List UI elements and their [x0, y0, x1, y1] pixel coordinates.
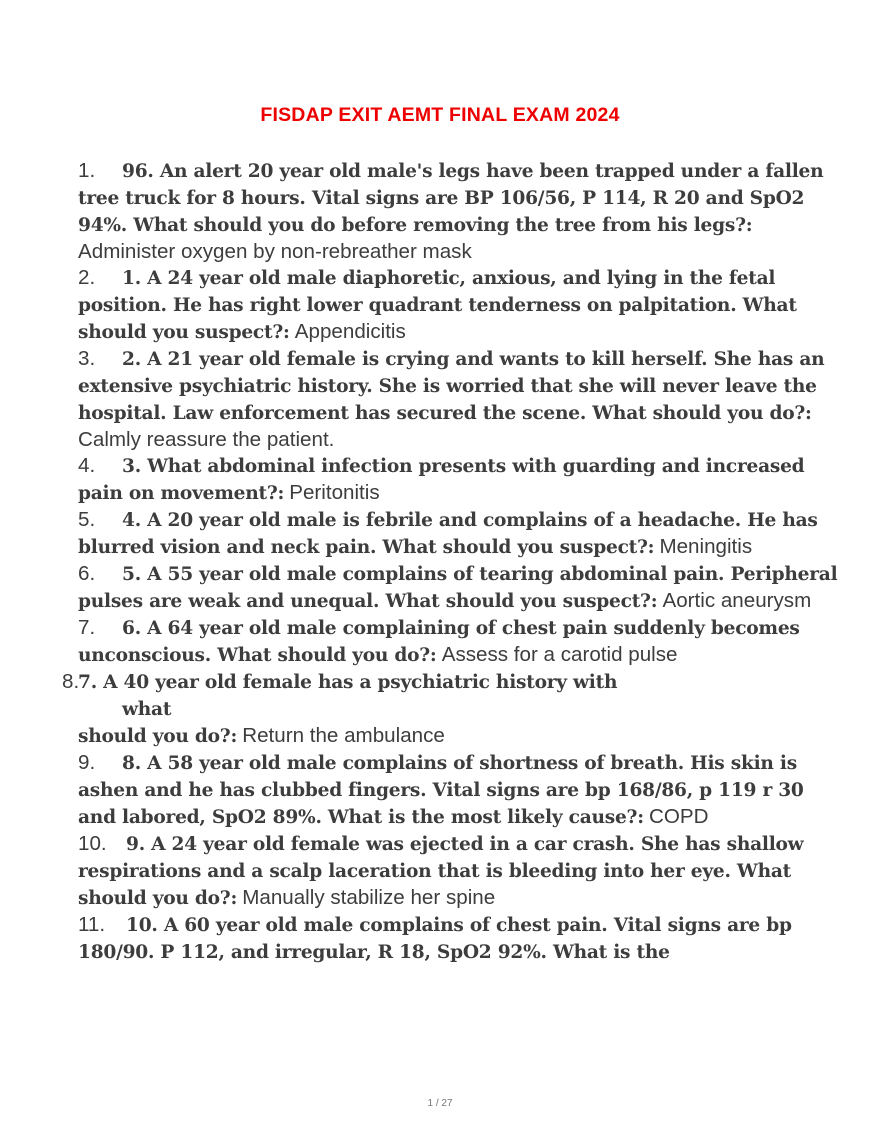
- answer-text: Appendicitis: [294, 320, 406, 343]
- list-item: [78, 831, 838, 912]
- question-text: 1. A 24 year old male diaphoretic, anxious, and lying in the fetal position. He has right lower quadrant tenderness on palpitation. What should you suspect?:: [78, 268, 797, 343]
- question-text: 7. A 40 year old female has a psychiatric history with: [78, 672, 618, 693]
- list-item: [78, 912, 838, 966]
- question-text: 3. What abdominal infection presents with guarding and increased pain on movement?:: [78, 456, 805, 504]
- item-number: 7.: [78, 616, 96, 639]
- item-number: 1.: [78, 159, 96, 182]
- list-item: [78, 158, 838, 265]
- question-text: 4. A 20 year old male is febrile and complains of a headache. He has blurred vision and neck pain. What should you suspect?:: [78, 510, 818, 558]
- question-text: should you do?:: [78, 726, 238, 747]
- list-item: [78, 507, 838, 561]
- question-list: [62, 158, 838, 966]
- item-number: 9.: [78, 751, 96, 774]
- page-indicator: 1 / 27: [427, 1098, 453, 1109]
- answer-text: Peritonitis: [289, 481, 380, 504]
- answer-text: Return the ambulance: [242, 724, 445, 747]
- answer-text: Manually stabilize her spine: [242, 886, 496, 909]
- item-number: 3.: [78, 347, 96, 370]
- answer-text: Calmly reassure the patient.: [78, 428, 335, 451]
- item-number: 10.: [78, 832, 107, 855]
- answer-text: COPD: [648, 805, 709, 828]
- list-item: [78, 346, 838, 453]
- question-text: 8. A 58 year old male complains of shortness of breath. His skin is ashen and he has clubbed fingers. Vital signs are bp 168/86, p 119 r 30 and labored, SpO2 89%. What is the most likely cause?:: [78, 753, 804, 828]
- list-item: [78, 561, 838, 615]
- item-number: 11.: [78, 913, 106, 936]
- question-text: 6. A 64 year old male complaining of chest pain suddenly becomes unconscious. What should you do?:: [78, 618, 800, 666]
- question-text: 96. An alert 20 year old male's legs have been trapped under a fallen tree truck for 8 hours. Vital signs are BP 106/56, P 114, R 20 and SpO2 94%. What should you do before removing the tree from his legs?:: [78, 161, 824, 236]
- item-number: 5.: [78, 508, 96, 531]
- question-text: 10. A 60 year old male complains of chest pain. Vital signs are bp 180/90. P 112, and irregular, R 18, SpO2 92%. What is the: [78, 915, 792, 963]
- list-item: [78, 453, 838, 507]
- answer-text: Administer oxygen by non-rebreather mask: [78, 240, 472, 263]
- document-title: FISDAP EXIT AEMT FINAL EXAM 2024: [260, 104, 620, 126]
- question-text: 9. A 24 year old female was ejected in a car crash. She has shallow respirations and a scalp laceration that is bleeding into her eye. What should you do?:: [78, 834, 804, 909]
- item-number: 2.: [78, 266, 96, 289]
- item-number: 8.: [62, 670, 80, 693]
- answer-text: Meningitis: [659, 535, 753, 558]
- question-text: what: [122, 699, 172, 720]
- answer-text: Assess for a carotid pulse: [441, 643, 678, 666]
- question-text: 2. A 21 year old female is crying and wants to kill herself. She has an extensive psychiatric history. She is worried that she will never leave the hospital. Law enforcement has secured the scene. What should you do?:: [78, 349, 825, 424]
- list-item: [78, 265, 838, 346]
- answer-text: Aortic aneurysm: [662, 589, 812, 612]
- item-number: 4.: [78, 454, 96, 477]
- list-item: [78, 615, 838, 669]
- list-item: [62, 669, 838, 750]
- list-item: [78, 750, 838, 831]
- item-number: 6.: [78, 562, 96, 585]
- question-text: 5. A 55 year old male complains of tearing abdominal pain. Peripheral pulses are weak and unequal. What should you suspect?:: [78, 564, 838, 612]
